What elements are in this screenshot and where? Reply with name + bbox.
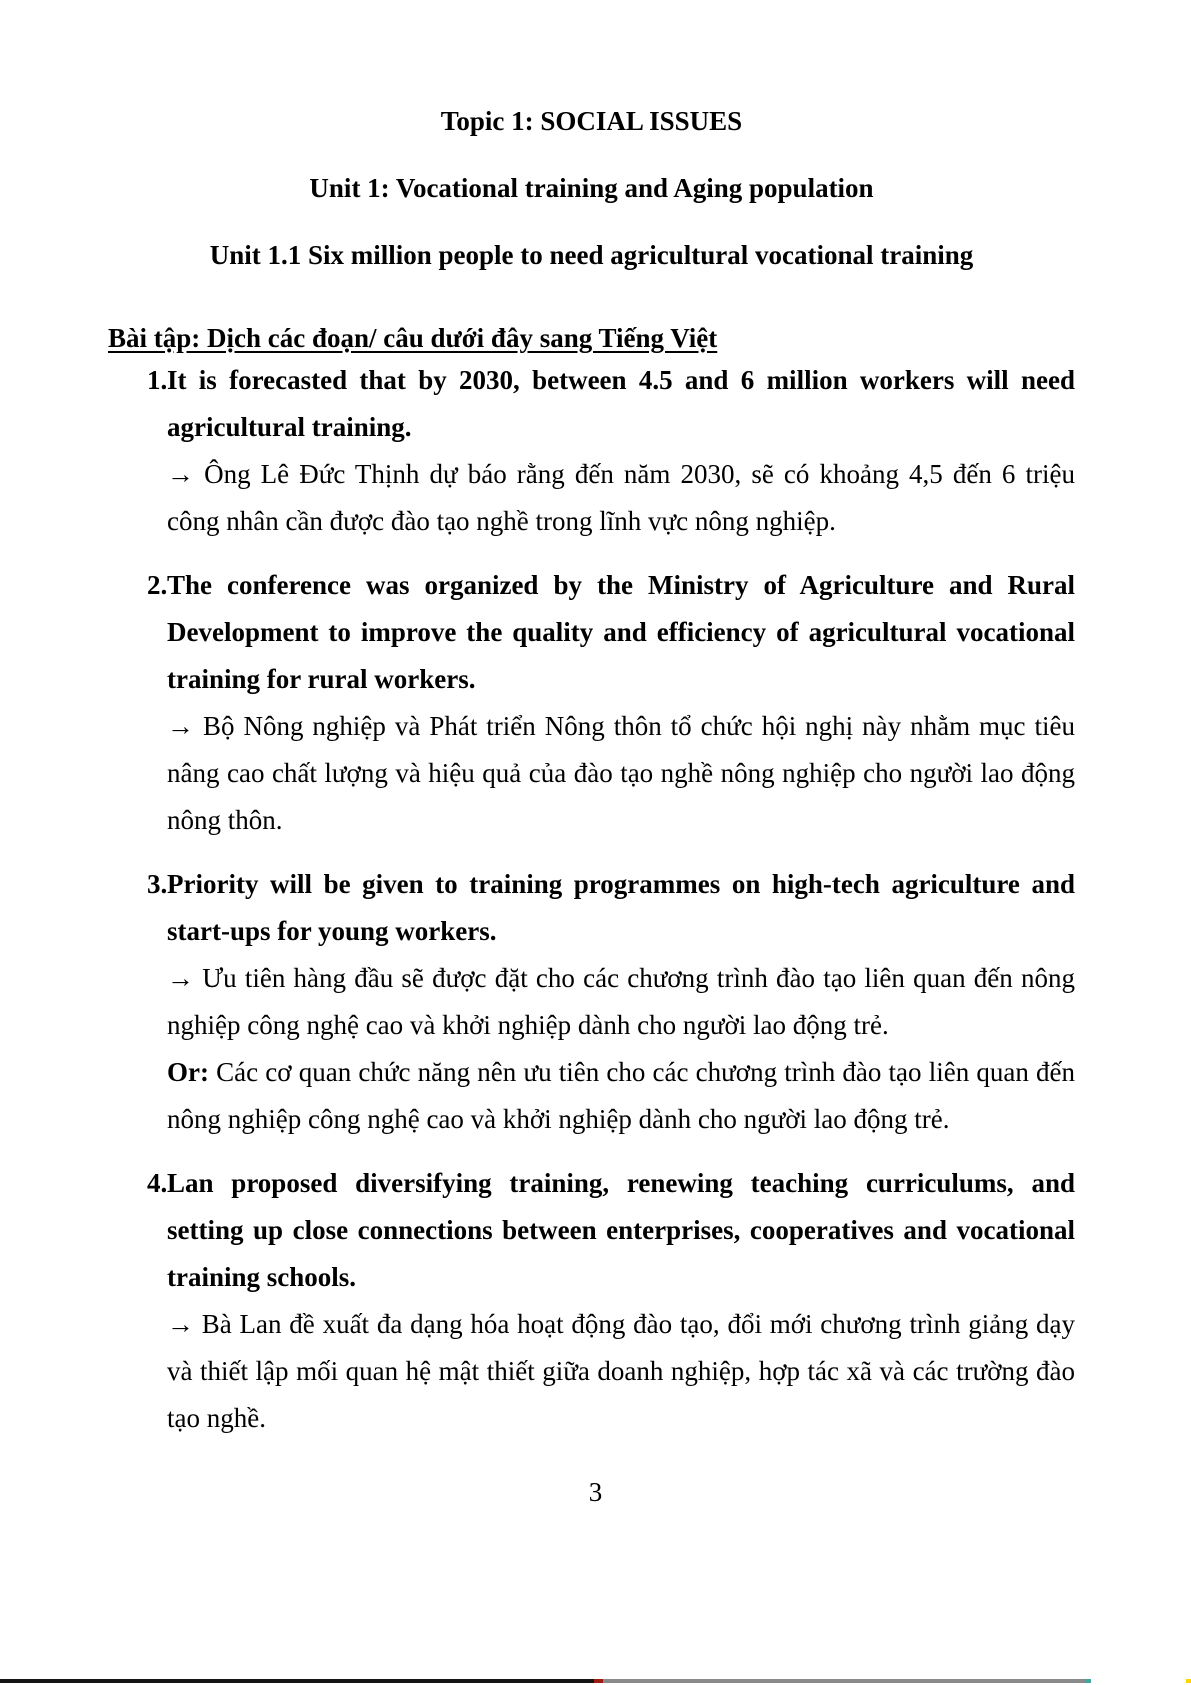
exercise-heading: Bài tập: Dịch các đoạn/ câu dưới đây sang Tiếng Việt <box>108 323 718 353</box>
english-sentence: Priority will be given to training programmes on high-tech agriculture and start-ups for young workers. <box>167 869 1075 946</box>
english-sentence: The conference was organized by the Ministry of Agriculture and Rural Development to improve the quality and efficiency of agricultural vocational training for rural workers. <box>167 570 1075 694</box>
english-sentence: Lan proposed diversifying training, renewing teaching curriculums, and setting up close connections between enterprises, cooperatives and vocational training schools. <box>167 1168 1075 1292</box>
section-title: Unit 1.1 Six million people to need agricultural vocational training <box>209 240 974 270</box>
document-title: Topic 1: SOCIAL ISSUES <box>440 106 743 136</box>
item-number: 1. <box>147 365 168 395</box>
vietnamese-translation: → Bộ Nông nghiệp và Phát triển Nông thôn tổ chức hội nghị này nhằm mục tiêu nâng cao chất lượng và hiệu quả của đào tạo nghề nông nghiệp cho người lao động nông thôn. <box>167 711 1075 835</box>
alternative-translation-text: Các cơ quan chức năng nên ưu tiên cho các chương trình đào tạo liên quan đến nông nghiệp công nghệ cao và khởi nghiệp dành cho người lao động trẻ. <box>167 1057 1075 1134</box>
english-sentence: It is forecasted that by 2030, between 4.5 and 6 million workers will need agricultural training. <box>167 365 1075 442</box>
window-edge-yellow-dot <box>1186 1679 1191 1683</box>
vietnamese-translation: → Bà Lan đề xuất đa dạng hóa hoạt động đào tạo, đổi mới chương trình giảng dạy và thiết lập mối quan hệ mật thiết giữa doanh nghiệp, hợp tác xã và các trường đào tạo nghề. <box>167 1309 1075 1433</box>
window-edge-dark-strip <box>0 1679 594 1683</box>
list-item-3 <box>108 861 1075 1143</box>
list-item-2 <box>108 562 1075 844</box>
item-number: 4. <box>147 1168 168 1198</box>
or-label: Or: <box>167 1057 209 1087</box>
exercise-list <box>108 357 1075 1442</box>
window-edge-red-sliver <box>594 1679 603 1683</box>
document-content <box>0 98 1191 1442</box>
item-number: 3. <box>147 869 168 899</box>
item-number: 2. <box>147 570 168 600</box>
unit-title: Unit 1: Vocational training and Aging population <box>309 173 874 203</box>
list-item-4 <box>108 1160 1075 1442</box>
window-edge-teal-tick <box>1085 1679 1091 1683</box>
vietnamese-translation: → Ưu tiên hàng đầu sẽ được đặt cho các chương trình đào tạo liên quan đến nông nghiệp công nghệ cao và khởi nghiệp dành cho người lao động trẻ. <box>167 963 1075 1040</box>
page-number: 3 <box>588 1477 603 1507</box>
vietnamese-translation: → Ông Lê Đức Thịnh dự báo rằng đến năm 2030, sẽ có khoảng 4,5 đến 6 triệu công nhân cần được đào tạo nghề trong lĩnh vực nông nghiệp. <box>167 459 1075 536</box>
window-edge-gray-strip <box>603 1679 1085 1683</box>
alternative-translation <box>167 1049 1075 1143</box>
window-edge-bar <box>0 1679 1191 1683</box>
list-item-1 <box>108 357 1075 545</box>
